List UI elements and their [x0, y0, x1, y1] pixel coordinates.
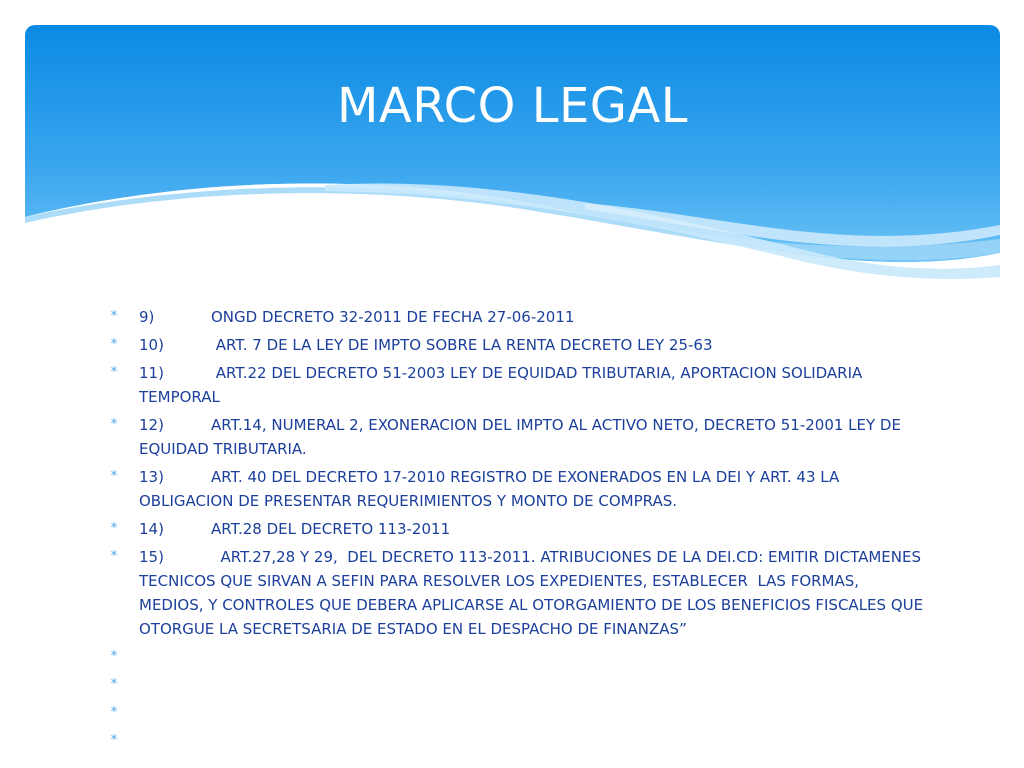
list-item: [108, 545, 928, 641]
empty-list-item: [108, 729, 928, 753]
list-item: [108, 305, 928, 329]
item-text: ART. 40 DEL DECRETO 17-2010 REGISTRO DE EXONERADOS EN LA DEI Y ART. 43 LA OBLIGACION DE PRESENTAR REQUERIMIENTOS Y MONTO DE COMPRAS.: [139, 468, 845, 510]
content-list: [108, 305, 928, 757]
bullet-icon: *: [110, 417, 118, 432]
list-item: [108, 333, 928, 357]
item-text: ART.22 DEL DECRETO 51-2003 LEY DE EQUIDAD TRIBUTARIA, APORTACION SOLIDARIA TEMPORAL: [139, 364, 868, 406]
item-text: ART. 7 DE LA LEY DE IMPTO SOBRE LA RENTA DECRETO LEY 25-63: [211, 336, 713, 354]
list-item: [108, 361, 928, 409]
bullet-icon: *: [110, 309, 118, 324]
item-number: 11): [139, 364, 164, 382]
bullet-icon: *: [110, 549, 118, 564]
list-item: [108, 465, 928, 513]
item-text: ART.27,28 Y 29, DEL DECRETO 113-2011. ATRIBUCIONES DE LA DEI.CD: EMITIR DICTAMENES TECNICOS QUE SIRVAN A SEFIN PARA RESOLVER LOS EXPEDIENTES, ESTABLECER LAS FORMAS, MEDIOS, Y CONTROLES QUE DEBERA APLICARSE AL OTORGAMIENTO DE LOS BENEFICIOS FISCALES QUE OTORGUE LA SECRETSARIA DE ESTADO EN EL DESPACHO DE FINANZAS”: [139, 548, 928, 638]
bullet-icon: *: [110, 469, 118, 484]
item-number: 9): [139, 308, 155, 326]
empty-list-item: [108, 673, 928, 697]
title-banner: [25, 25, 1000, 285]
item-text: ART.28 DEL DECRETO 113-2011: [211, 520, 451, 538]
slide-title: MARCO LEGAL: [336, 78, 689, 134]
bullet-icon: *: [110, 733, 118, 748]
item-number: 14): [139, 520, 164, 538]
empty-list-item: [108, 645, 928, 669]
bullet-icon: *: [110, 365, 118, 380]
item-number: 12): [139, 416, 164, 434]
empty-list-item: [108, 701, 928, 725]
list-item: [108, 413, 928, 461]
bullet-icon: *: [110, 521, 118, 536]
item-number: 13): [139, 468, 164, 486]
item-text: ART.14, NUMERAL 2, EXONERACION DEL IMPTO AL ACTIVO NETO, DECRETO 51-2001 LEY DE EQUIDAD TRIBUTARIA.: [139, 416, 906, 458]
bullet-icon: *: [110, 337, 118, 352]
bullet-icon: *: [110, 649, 118, 664]
item-number: 10): [139, 336, 164, 354]
list-item: [108, 517, 928, 541]
item-text: ONGD DECRETO 32-2011 DE FECHA 27-06-2011: [211, 308, 575, 326]
bullet-icon: *: [110, 677, 118, 692]
item-number: 15): [139, 548, 164, 566]
bullet-icon: *: [110, 705, 118, 720]
banner-wave-graphic: [25, 25, 1000, 285]
